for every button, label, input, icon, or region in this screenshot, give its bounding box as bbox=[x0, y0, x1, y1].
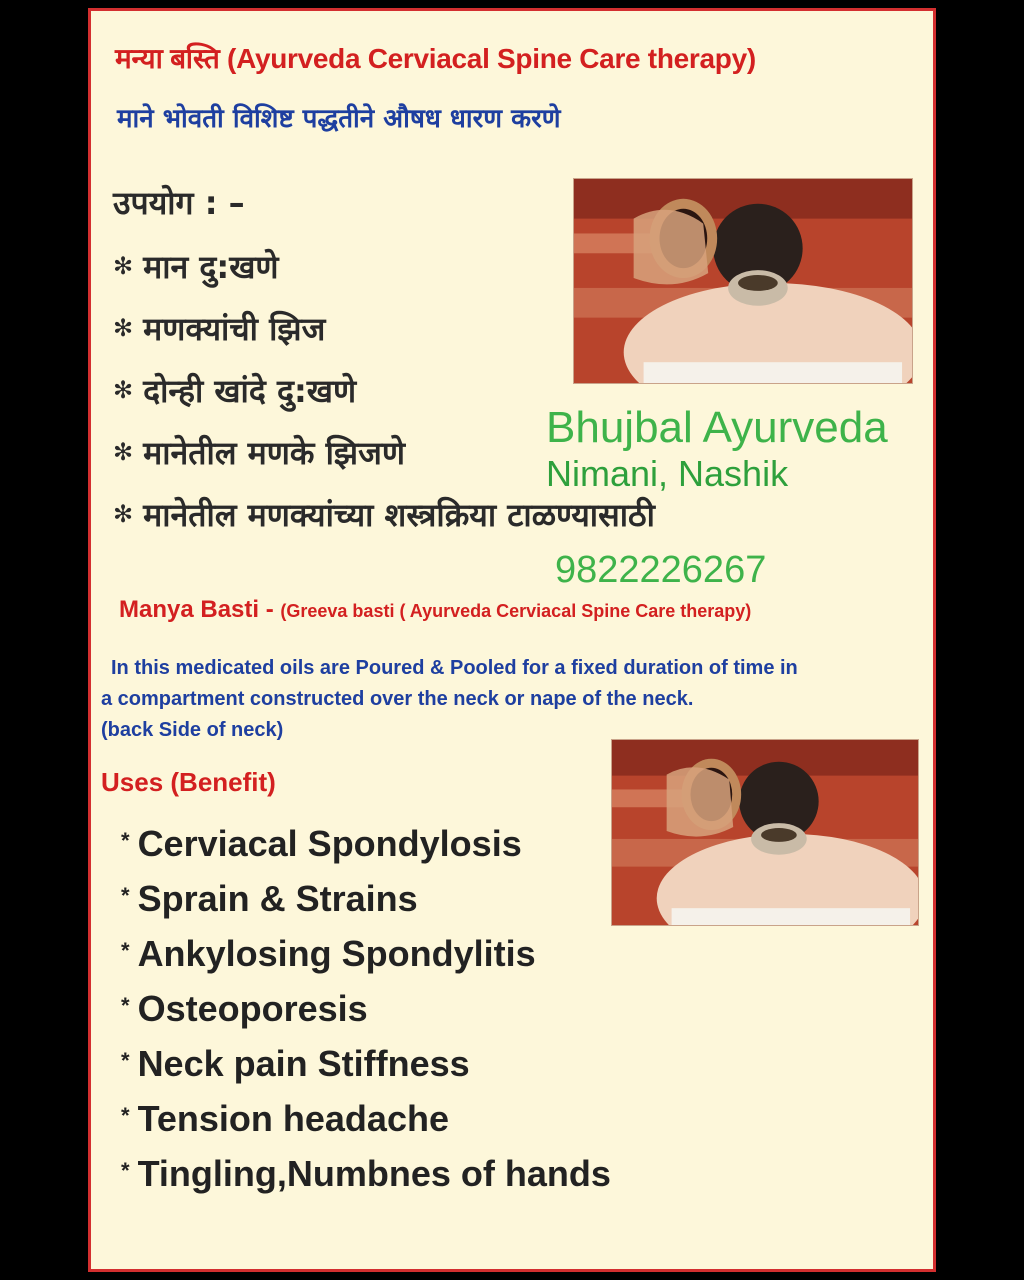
left-black-bar bbox=[0, 0, 88, 1280]
english-uses-heading: Uses (Benefit) bbox=[101, 767, 276, 797]
asterisk-icon: ✻ bbox=[113, 438, 134, 466]
description-line: (back Side of neck) bbox=[101, 719, 284, 741]
list-item: * Tension headache bbox=[121, 1098, 449, 1139]
asterisk-icon: * bbox=[121, 1103, 130, 1128]
list-item: * Sprain & Strains bbox=[121, 878, 418, 919]
clinic-location: Nimani, Nashik bbox=[546, 453, 789, 494]
therapy-photo-bottom bbox=[611, 739, 919, 926]
description-line: a compartment constructed over the neck or nape of the neck. bbox=[101, 688, 694, 710]
list-item: * Ankylosing Spondylitis bbox=[121, 933, 536, 974]
list-item: * Cerviacal Spondylosis bbox=[121, 823, 522, 864]
asterisk-icon: ✻ bbox=[113, 314, 134, 342]
clinic-name: Bhujbal Ayurveda bbox=[546, 403, 888, 452]
asterisk-icon: * bbox=[121, 938, 130, 963]
poster-title: मन्या बस्ति (Ayurveda Cerviacal Spine Care therapy) bbox=[115, 43, 756, 74]
poster bbox=[88, 8, 936, 1272]
english-heading-main: Manya Basti - bbox=[119, 596, 281, 623]
asterisk-icon: * bbox=[121, 1048, 130, 1073]
poster-subtitle: माने भोवती विशिष्ट पद्धतीने औषध धारण करणे bbox=[117, 104, 561, 134]
right-black-bar bbox=[936, 0, 1024, 1280]
asterisk-icon: * bbox=[121, 883, 130, 908]
list-item: ✻ मानेतील मणक्यांच्या शस्त्रक्रिया टाळण्यासाठी bbox=[113, 496, 655, 534]
asterisk-icon: * bbox=[121, 993, 130, 1018]
asterisk-icon: ✻ bbox=[113, 500, 134, 528]
asterisk-icon: ✻ bbox=[113, 252, 134, 280]
top-black-bar bbox=[0, 0, 1024, 8]
therapy-description bbox=[101, 653, 931, 746]
list-item: * Osteoporesis bbox=[121, 988, 368, 1029]
asterisk-icon: * bbox=[121, 1158, 130, 1183]
description-line: In this medicated oils are Poured & Pooled for a fixed duration of time in bbox=[111, 657, 798, 679]
asterisk-icon: * bbox=[121, 828, 130, 853]
list-item: * Tingling,Numbnes of hands bbox=[121, 1153, 611, 1194]
list-item: ✻ मानेतील मणके झिजणे bbox=[113, 434, 406, 472]
list-item: ✻ मान दु:खणे bbox=[113, 248, 279, 286]
list-item: ✻ दोन्ही खांदे दु:खणे bbox=[113, 372, 357, 410]
english-heading-sub: (Greeva basti ( Ayurveda Cerviacal Spine Care therapy) bbox=[280, 601, 752, 621]
english-uses-list bbox=[121, 823, 611, 1208]
asterisk-icon: ✻ bbox=[113, 376, 134, 404]
list-item: ✻ मणक्यांची झिज bbox=[113, 310, 326, 348]
list-item: * Neck pain Stiffness bbox=[121, 1043, 470, 1084]
marathi-uses-heading: उपयोग : – bbox=[113, 184, 245, 222]
therapy-photo-top bbox=[573, 178, 913, 384]
english-heading bbox=[119, 596, 751, 624]
clinic-phone: 9822226267 bbox=[555, 549, 767, 591]
